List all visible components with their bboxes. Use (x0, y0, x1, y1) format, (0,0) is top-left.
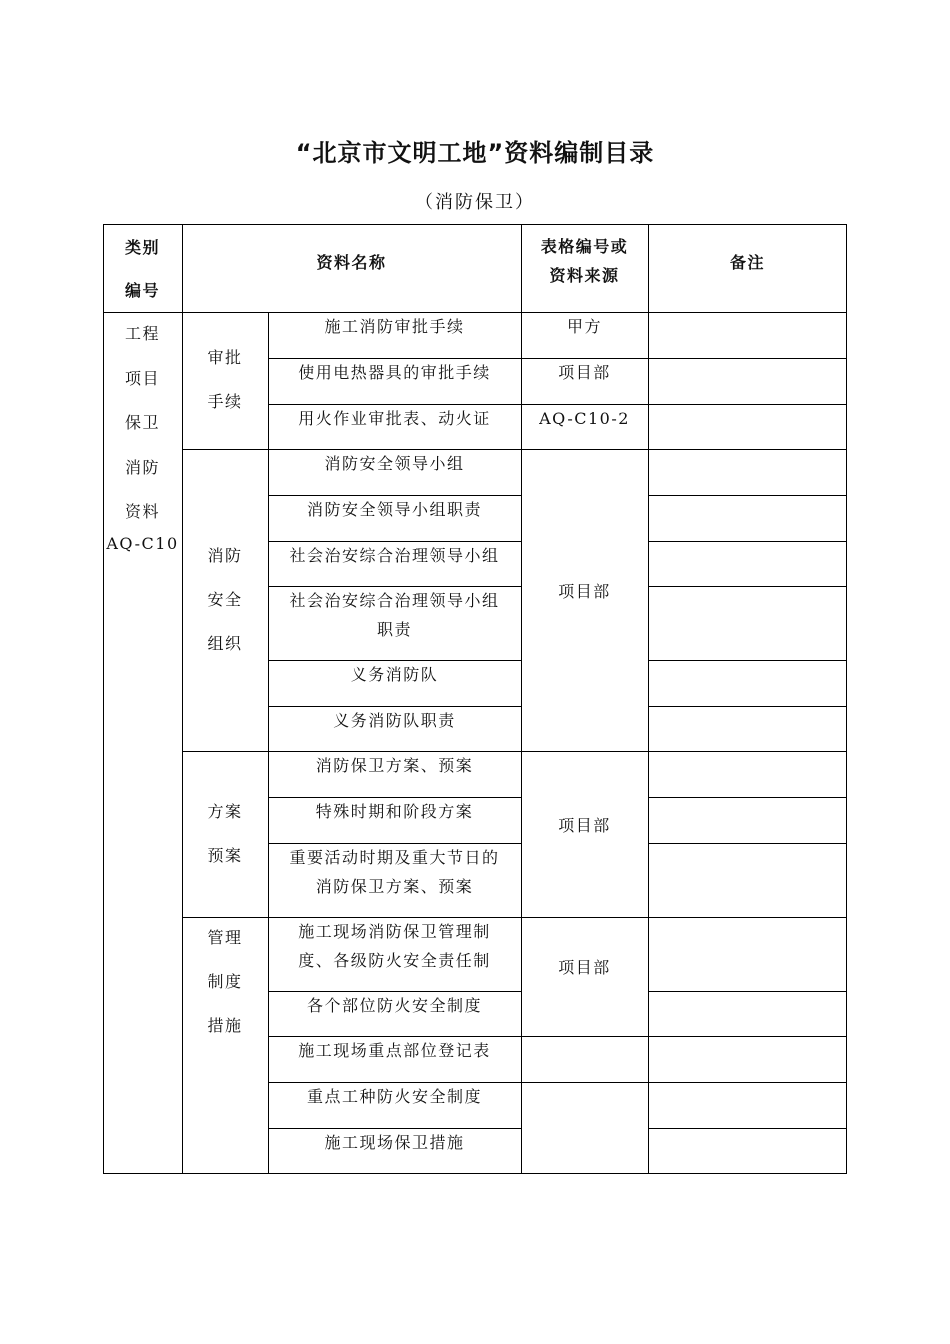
group-line: 措施 (207, 1016, 243, 1035)
catalog-table (103, 224, 847, 1174)
item-name (268, 843, 521, 901)
item-name: 消防安全领导小组职责 (306, 500, 482, 519)
category-line: 保卫 (124, 413, 160, 432)
item-name: 施工消防审批手续 (324, 317, 465, 336)
group-line: 预案 (207, 846, 243, 865)
group-line: 手续 (207, 392, 243, 411)
remark-divider (648, 991, 847, 992)
group-line: 审批 (207, 348, 243, 367)
col-divider (648, 224, 649, 1174)
item-name: 使用电热器具的审批手续 (298, 363, 491, 382)
item-name (268, 586, 521, 644)
remark-divider (648, 1128, 847, 1129)
item-name-line: 社会治安综合治理领导小组 (289, 591, 500, 610)
group-line: 制度 (207, 972, 243, 991)
header-name: 资料名称 (316, 253, 387, 272)
group-safety-organization (182, 534, 268, 666)
header-code (521, 232, 648, 290)
group-line: 消防 (207, 546, 243, 565)
group-line: 方案 (207, 802, 243, 821)
item-name: 义务消防队 (350, 665, 439, 684)
item-name: 消防保卫方案、预案 (315, 756, 474, 775)
remark-divider (648, 843, 847, 844)
header-category-line1: 类别 (124, 238, 160, 257)
table-border-bottom (103, 1173, 847, 1174)
item-name: 消防安全领导小组 (324, 454, 465, 473)
item-name (268, 917, 521, 975)
header-code-line1: 表格编号或 (540, 237, 629, 256)
remark-divider (648, 660, 847, 661)
header-remark: 备注 (729, 253, 765, 272)
remark-divider (648, 495, 847, 496)
item-name-line: 职责 (376, 620, 412, 639)
category-line: 资料 (124, 502, 160, 521)
item-source: 项目部 (558, 958, 611, 977)
remark-divider (648, 706, 847, 707)
item-name: 重点工种防火安全制度 (306, 1087, 482, 1106)
item-source: 项目部 (558, 363, 611, 382)
category-line: 项目 (124, 368, 160, 388)
document-title: “北京市文明工地”资料编制目录 (295, 139, 655, 167)
group-line: 安全 (207, 590, 243, 609)
header-code-line2: 资料来源 (549, 266, 620, 285)
item-name: 施工现场保卫措施 (324, 1133, 465, 1152)
item-name: 各个部位防火安全制度 (306, 996, 482, 1015)
item-name-line: 度、各级防火安全责任制 (298, 951, 491, 970)
item-source: 项目部 (558, 582, 611, 601)
category-line: 消防 (124, 457, 160, 477)
item-source: 项目部 (558, 816, 611, 835)
item-name-line: 消防保卫方案、预案 (315, 877, 474, 896)
group-line: 组织 (207, 634, 243, 653)
item-name-line: 重要活动时期及重大节日的 (289, 848, 500, 867)
category-line: AQ-C10 (106, 533, 179, 553)
item-name-line: 施工现场消防保卫管理制 (298, 922, 491, 941)
remark-divider (648, 797, 847, 798)
remark-divider (648, 541, 847, 542)
category-line: 工程 (124, 324, 160, 343)
item-name: 用火作业审批表、动火证 (298, 409, 491, 428)
group-approval (182, 336, 268, 424)
group-line: 管理 (207, 928, 243, 947)
item-source: AQ-C10-2 (539, 409, 630, 428)
item-name: 社会治安综合治理领导小组 (289, 546, 500, 565)
item-name: 施工现场重点部位登记表 (298, 1041, 491, 1060)
item-name: 特殊时期和阶段方案 (315, 802, 474, 821)
remark-divider (648, 586, 847, 587)
item-name: 义务消防队职责 (333, 711, 456, 730)
header-category (103, 224, 182, 312)
table-border-right (846, 224, 847, 1174)
group-management (182, 916, 268, 1048)
category-cell (103, 312, 182, 553)
item-source: 甲方 (566, 317, 602, 336)
group-plans (182, 790, 268, 878)
document-subtitle: （消防保卫） (415, 192, 535, 213)
header-category-line2: 编号 (124, 281, 160, 300)
table-border-top (103, 224, 847, 225)
